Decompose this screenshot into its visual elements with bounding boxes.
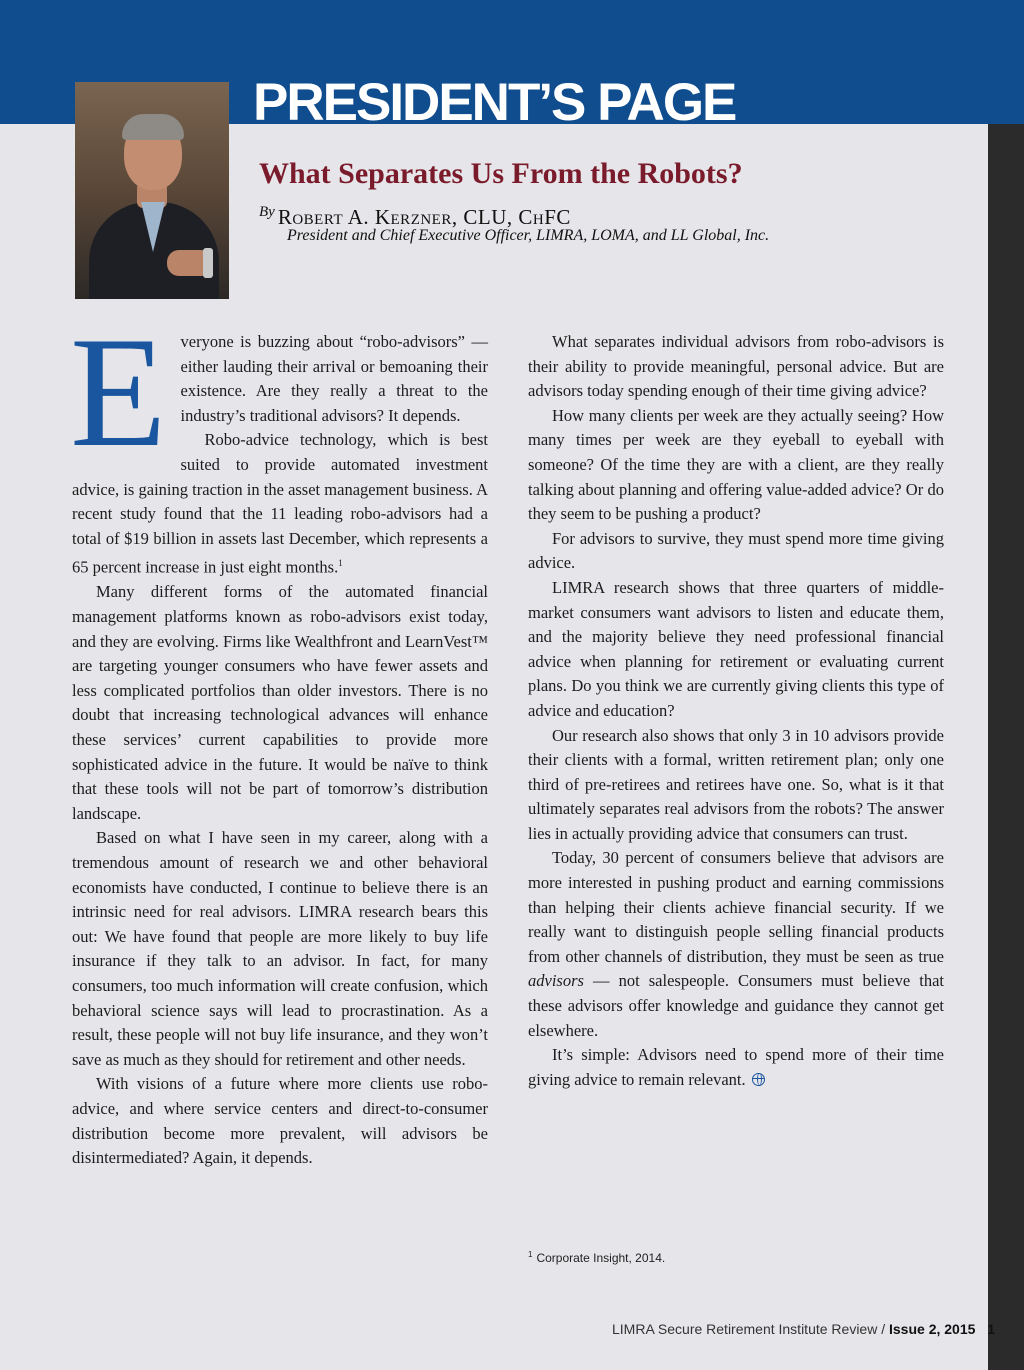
page-footer (612, 1321, 995, 1337)
drop-cap: E (70, 305, 167, 480)
author-name: Robert A. Kerzner, CLU, ChFC (277, 205, 571, 229)
paragraph: Today, 30 percent of consumers believe that advisors are more interested in pushing product and earning commissions than helping their clients achieve financial security. If we really want to distinguish people selling financial products from other channels of distribution, they must be seen as true advisors — not salespeople. Consumers must believe that these advisors offer knowledge and guidance they cannot get elsewhere. (528, 848, 944, 1040)
paragraph: It’s simple: Advisors need to spend more of their time giving advice to remain relevant. (528, 1045, 944, 1089)
page-title: PRESIDENT’S PAGE (253, 73, 736, 132)
globe-icon (752, 1073, 765, 1086)
side-strip (988, 124, 1024, 1370)
footnote (528, 1250, 665, 1265)
emphasis: advisors (528, 971, 584, 991)
footnote-text: Corporate Insight, 2014. (536, 1251, 666, 1265)
issue-label: Issue 2, 2015 (889, 1321, 976, 1337)
article-headline: What Separates Us From the Robots? (259, 157, 743, 190)
publication-name: LIMRA Secure Retirement Institute Review / (612, 1321, 886, 1337)
paragraph: Everyone is buzzing about “robo-advisors” — either lauding their arrival or bemoaning their existence. Are they really a threat to the industry’s traditional advisors? It depends. (70, 305, 488, 480)
author-photo (75, 82, 229, 299)
page-number: 1 (987, 1321, 996, 1337)
paragraph: Robo-advice technology, which is best suited to provide automated investment advice, is gaining traction in the asset management business. A recent study found that the 11 leading robo-advisors had a total of $19 billion in assets last December, which represents a 65 percent increase in just eight months.$^1$ (72, 430, 488, 577)
footnote-ref: 1 (338, 558, 343, 569)
author-title: President and Chief Executive Officer, LIMRA, LOMA, and LL Global, Inc. (287, 227, 770, 244)
paragraph: How many clients per week are they actually seeing? How many times per week are they eyeball to eyeball with someone? Of the time they are with a client, are they really talking about planning and offering value-added advice? Or do they seem to be pushing a product? (528, 405, 944, 524)
byline-by: By (259, 204, 275, 220)
paragraph: Many different forms of the automated financial management platforms known as robo-advisors exist today, and they are evolving. Firms like Wealthfront and LearnVest™ are targeting younger consumers who have fewer assets and less complicated portfolios than older investors. There is no doubt that increasing technological advances will enhance these services’ current capabilities to provide more sophisticated advice in the future. It would be naïve to think that these tools will not be part of tomorrow’s distribution landscape. (72, 582, 488, 823)
paragraph: What separates individual advisors from robo-advisors is their ability to provide meaningful, personal advice. But are advisors today spending enough of their time giving advice? (528, 332, 944, 401)
paragraph: LIMRA research shows that three quarters of middle-market consumers want advisors to listen and educate them, and the majority believe they need professional financial advice when planning for retirement or evaluating current plans. Do you think we are currently giving clients this type of advice and education? (528, 577, 944, 720)
article-column-right (528, 330, 944, 1092)
paragraph: Our research also shows that only 3 in 10 advisors provide their clients with a formal, written retirement plan; only one third of pre-retirees and retirees have one. So, what is it that ultimately separates real advisors from the robots? The answer lies in actually providing advice that consumers can trust. (528, 725, 944, 843)
footnote-number: 1 (528, 1250, 533, 1259)
paragraph: For advisors to survive, they must spend more time giving advice. (528, 528, 944, 573)
paragraph: With visions of a future where more clients use robo-advice, and where service centers and direct-to-consumer distribution become more prevalent, will advisors be disintermediated? Again, it depends. (72, 1074, 488, 1168)
paragraph: Based on what I have seen in my career, along with a tremendous amount of research we and other behavioral economists have conducted, I continue to believe there is an intrinsic need for real advisors. LIMRA research bears this out: We have found that people are more likely to buy life insurance if they talk to an advisor. In fact, for many consumers, too much information will create confusion, which behavioral science says will lead to procrastination. As a result, these people will not buy life insurance, and they won’t save as much as they should for retirement and other needs. (72, 828, 488, 1069)
article-column-left (70, 305, 488, 1171)
